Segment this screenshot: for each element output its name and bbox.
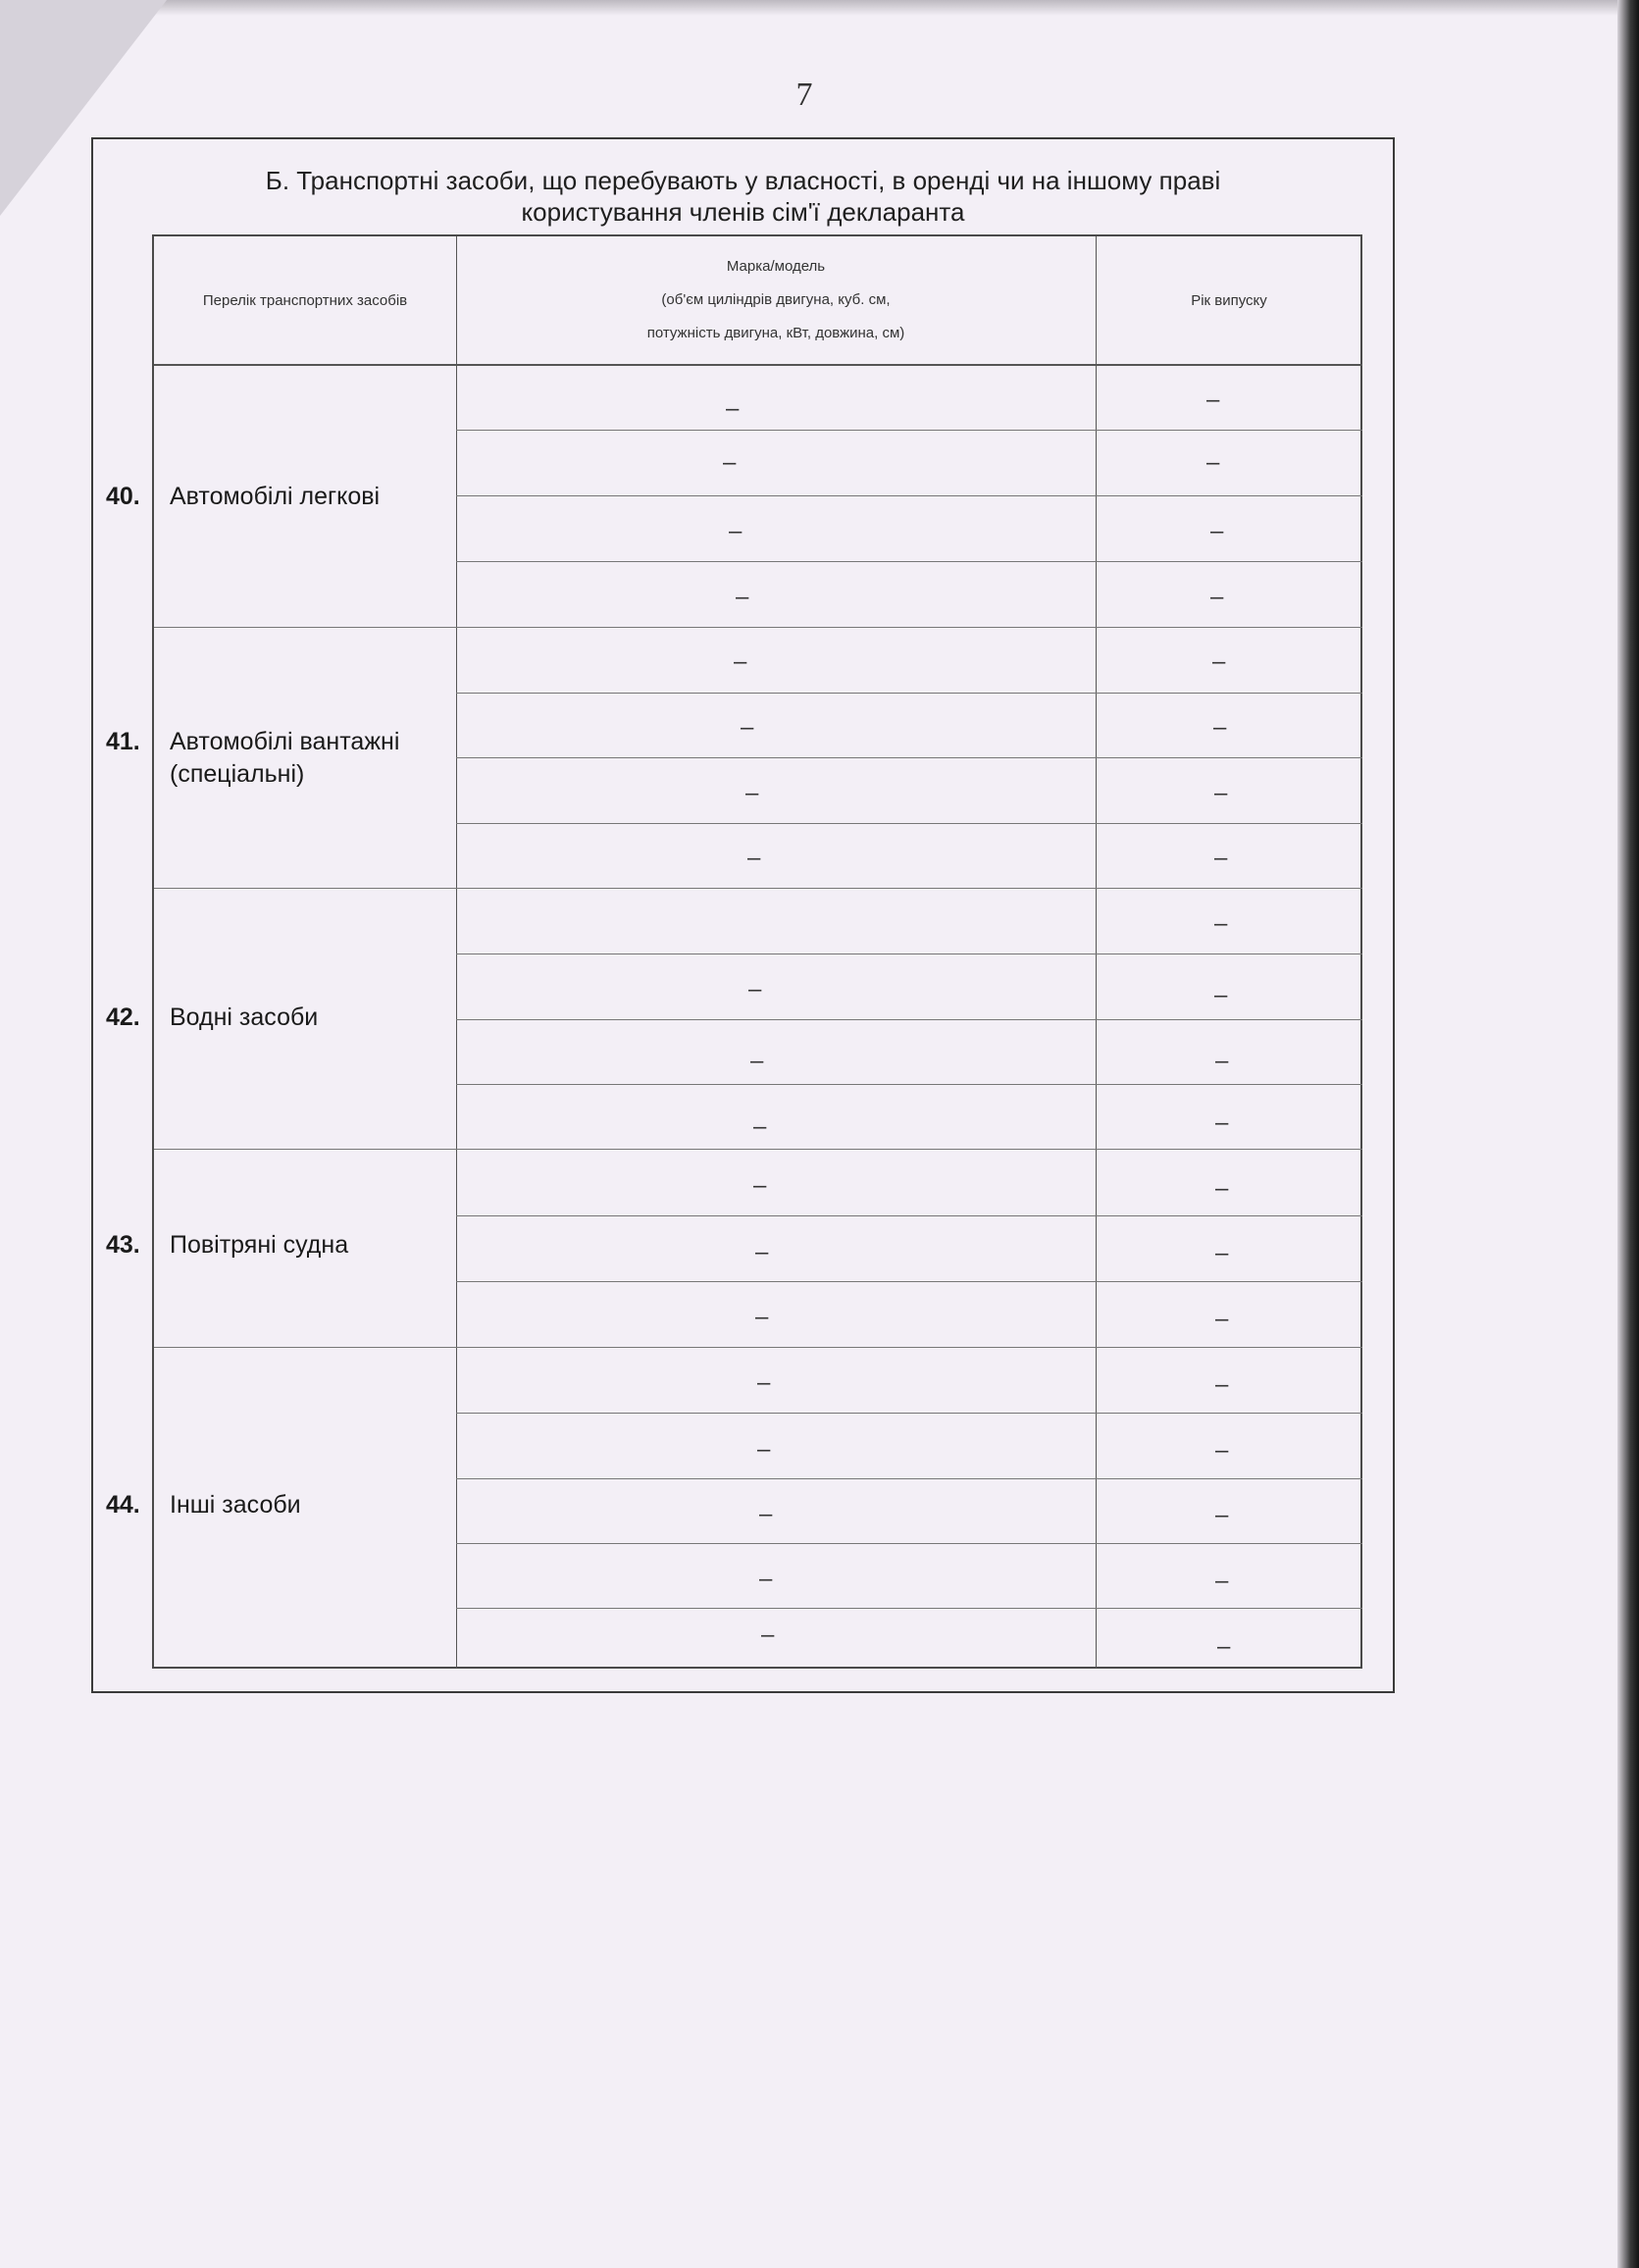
- year-cell-value: –: [1215, 1048, 1229, 1074]
- model-cell-value: –: [750, 1048, 764, 1074]
- year-cell-value: –: [1215, 1371, 1229, 1398]
- model-cell-value: –: [757, 1436, 771, 1463]
- scan-top-shadow: [0, 0, 1639, 16]
- year-cell-value: –: [1206, 387, 1220, 413]
- header-year: Рік випуску: [1191, 291, 1267, 309]
- year-cell-value: –: [1206, 449, 1220, 476]
- category-divider: [154, 1149, 1362, 1150]
- year-cell-value: –: [1213, 714, 1227, 741]
- category-number: 44.: [106, 1491, 140, 1519]
- category-41: [106, 726, 425, 791]
- category-number: 43.: [106, 1231, 140, 1259]
- row-divider: [456, 561, 1362, 562]
- model-cell-value: –: [759, 1501, 773, 1527]
- model-cell-value: –: [736, 584, 749, 610]
- category-40: [106, 481, 425, 513]
- model-cell-value: –: [755, 1239, 769, 1265]
- row-divider: [456, 430, 1362, 431]
- section-title-line-1: Б. Транспортні засоби, що перебувають у власності, в оренді чи на іншому праві: [265, 166, 1221, 195]
- year-cell-value: –: [1215, 1437, 1229, 1464]
- category-divider: [154, 627, 1362, 628]
- header-vehicles: Перелік транспортних засобів: [202, 291, 408, 309]
- row-divider: [456, 495, 1362, 496]
- row-divider: [456, 1281, 1362, 1282]
- year-cell-value: –: [1215, 1502, 1229, 1528]
- year-cell-value: –: [1217, 1633, 1231, 1660]
- model-cell-value: –: [753, 1172, 767, 1199]
- year-cell-value: –: [1212, 648, 1226, 675]
- category-label: Інші засоби: [170, 1491, 301, 1519]
- category-number: 42.: [106, 1004, 140, 1031]
- row-divider: [456, 1084, 1362, 1085]
- model-cell-value: –: [753, 1113, 767, 1140]
- row-divider: [456, 1478, 1362, 1479]
- category-number: 41.: [106, 728, 140, 755]
- row-divider: [456, 693, 1362, 694]
- header-model-line-1: Марка/модель: [726, 258, 826, 275]
- model-cell-value: –: [723, 449, 737, 476]
- category-divider: [154, 1347, 1362, 1348]
- year-cell-value: –: [1214, 780, 1228, 806]
- row-divider: [456, 1543, 1362, 1544]
- row-divider: [456, 1215, 1362, 1216]
- category-label: Автомобілі вантажні (спеціальні): [170, 728, 400, 788]
- model-cell-value: –: [734, 648, 747, 675]
- model-cell-value: –: [726, 395, 740, 422]
- model-cell-value: –: [745, 780, 759, 806]
- category-label: Повітряні судна: [170, 1231, 349, 1259]
- year-cell-value: –: [1215, 1240, 1229, 1266]
- category-42: [106, 1002, 425, 1034]
- category-divider: [154, 888, 1362, 889]
- model-cell-value: –: [757, 1369, 771, 1396]
- header-divider: [154, 364, 1362, 366]
- row-divider: [456, 1608, 1362, 1609]
- model-cell-value: –: [741, 714, 754, 741]
- row-divider: [456, 757, 1362, 758]
- year-cell-value: –: [1214, 910, 1228, 937]
- category-43: [106, 1229, 425, 1262]
- page-number: 7: [795, 77, 813, 113]
- model-cell-value: –: [761, 1622, 775, 1648]
- category-44: [106, 1489, 425, 1521]
- model-cell-value: –: [748, 976, 762, 1003]
- year-cell-value: –: [1210, 584, 1224, 610]
- header-model-line-3: потужність двигуна, кВт, довжина, см): [646, 325, 905, 341]
- row-divider: [456, 1413, 1362, 1414]
- year-cell-value: –: [1215, 1306, 1229, 1332]
- header-model: [456, 236, 1096, 364]
- year-cell-value: –: [1215, 1109, 1229, 1136]
- row-divider: [456, 823, 1362, 824]
- year-cell-value: –: [1214, 982, 1228, 1008]
- row-divider: [456, 1019, 1362, 1020]
- model-cell-value: –: [755, 1304, 769, 1330]
- year-cell-value: –: [1215, 1175, 1229, 1202]
- model-cell-value: –: [729, 518, 743, 544]
- scan-edge-shadow: [1617, 0, 1639, 2268]
- category-number: 40.: [106, 483, 140, 510]
- column-divider: [1096, 236, 1097, 1669]
- year-cell-value: –: [1215, 1568, 1229, 1594]
- section-title: [91, 165, 1395, 228]
- header-model-line-2: (об'єм циліндрів двигуна, куб. см,: [661, 291, 891, 308]
- year-cell-value: –: [1210, 518, 1224, 544]
- category-label: Водні засоби: [170, 1004, 319, 1031]
- column-divider: [456, 236, 457, 1669]
- category-label: Автомобілі легкові: [170, 483, 381, 510]
- model-cell-value: –: [747, 845, 761, 871]
- section-title-line-2: користування членів сім'ї декларанта: [521, 197, 965, 227]
- year-cell-value: –: [1214, 845, 1228, 871]
- model-cell-value: –: [759, 1566, 773, 1592]
